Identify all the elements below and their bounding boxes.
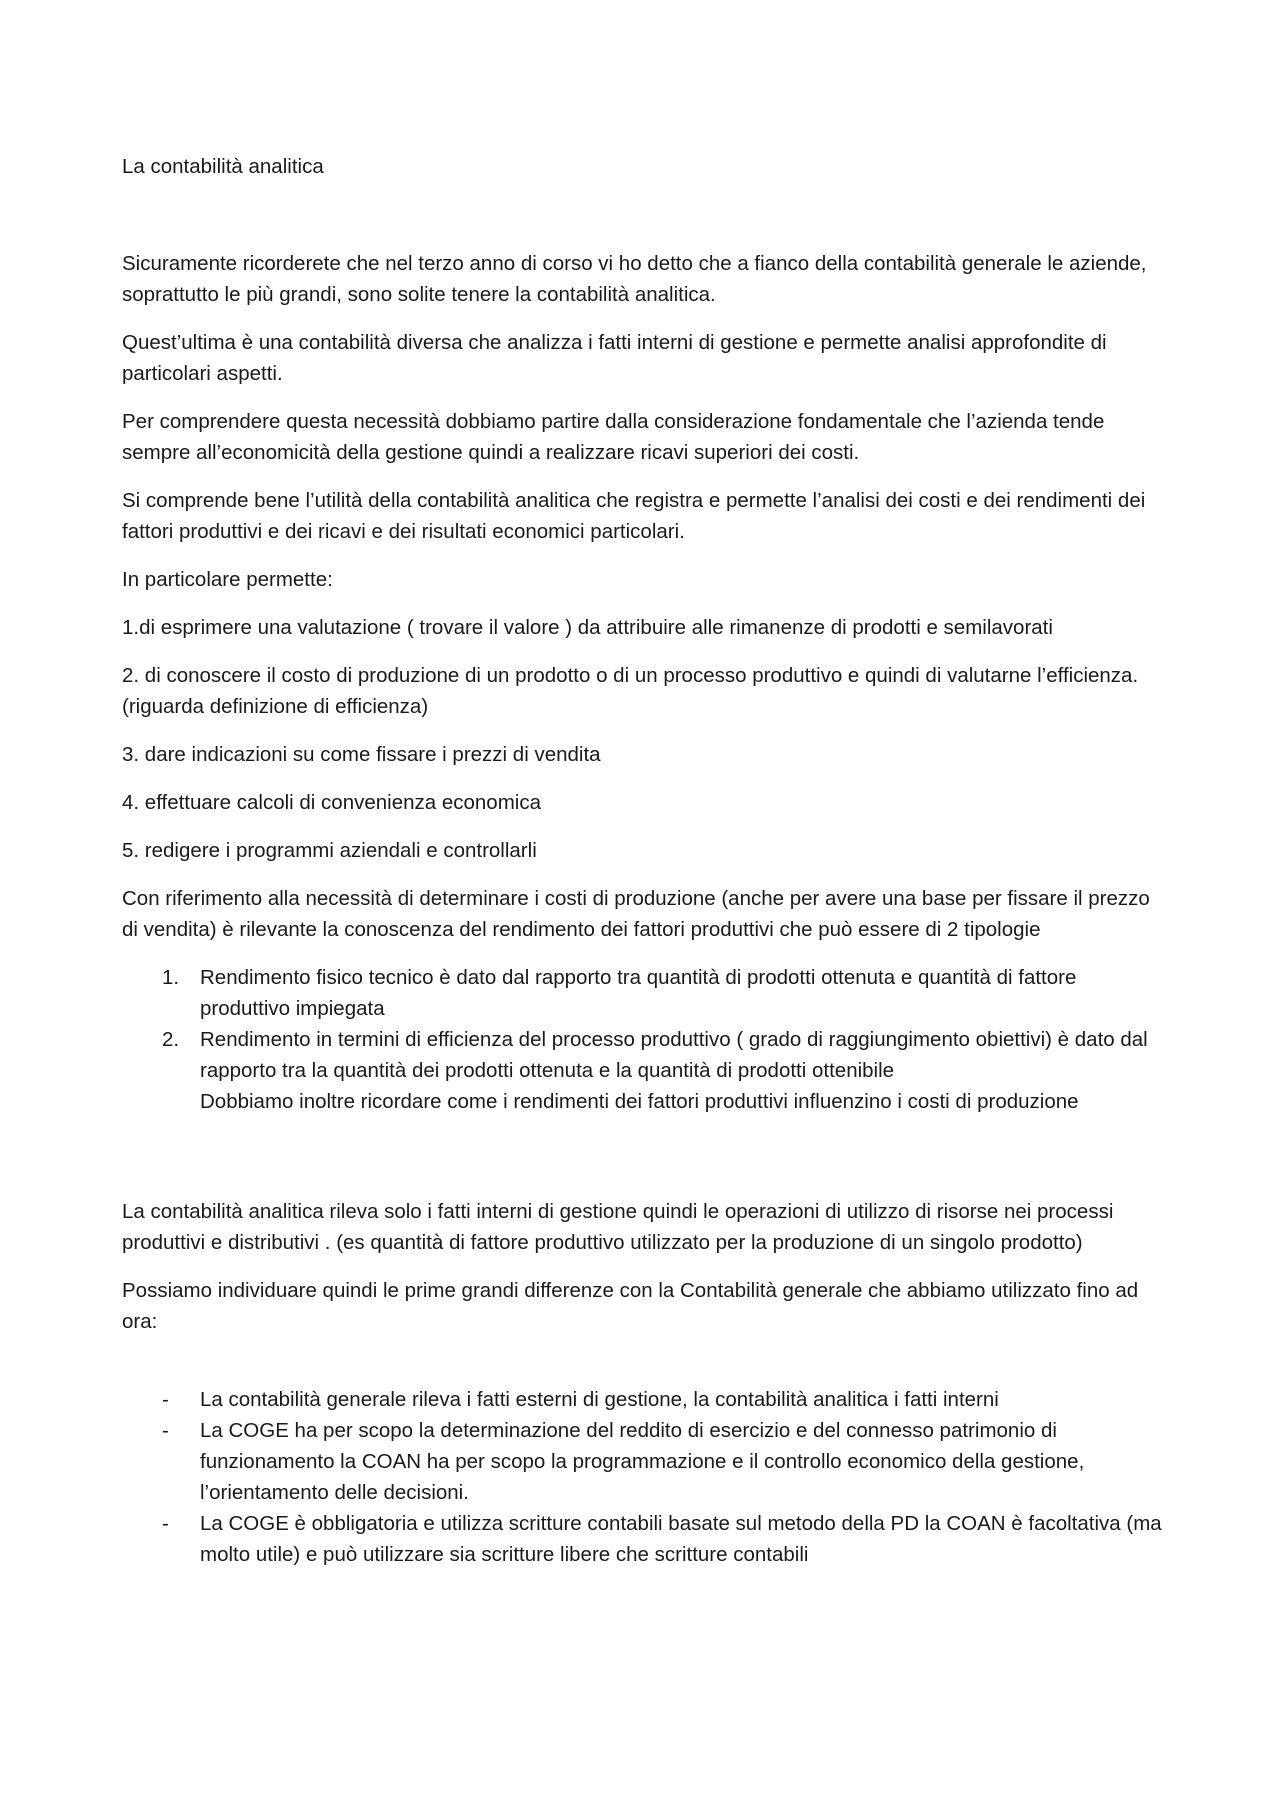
numbered-list bbox=[122, 962, 1167, 1086]
list-marker: 1. bbox=[162, 966, 180, 989]
list-item-text: La contabilità generale rileva i fatti esterni di gestione, la contabilità analitica i fatti interni bbox=[200, 1388, 999, 1411]
list-item-text: Rendimento fisico tecnico è dato dal rapporto tra quantità di prodotti ottenuta e quantità di fattore produttivo impiegata bbox=[200, 966, 1077, 1020]
list-item bbox=[122, 1384, 1167, 1415]
paragraph-point-2: 2. di conoscere il costo di produzione di un prodotto o di un processo produttivo e quindi di valutarne l’efficienza.(riguarda definizione di efficienza) bbox=[122, 664, 1139, 718]
paragraph-intro-3: Per comprendere questa necessità dobbiamo partire dalla considerazione fondamentale che l’azienda tende sempre all’economicità della gestione quindi a realizzare ricavi superiori dei costi. bbox=[122, 410, 1105, 464]
list-marker: 2. bbox=[162, 1028, 180, 1051]
list-item bbox=[122, 1508, 1167, 1570]
paragraph-outro-1: La contabilità analitica rileva solo i fatti interni di gestione quindi le operazioni di utilizzo di risorse nei processi produttivi e distributivi . (es quantità di fattore produttivo utilizzato per la produzione di un singolo prodotto) bbox=[122, 1200, 1114, 1254]
list-item-text: La COGE ha per scopo la determinazione del reddito di esercizio e del connesso patrimonio di funzionamento la COAN ha per scopo la programmazione e il controllo economico della gestione, l’orientamento delle decisioni. bbox=[200, 1419, 1085, 1504]
paragraph-point-3: 3. dare indicazioni su come fissare i prezzi di vendita bbox=[122, 743, 601, 766]
list-item bbox=[122, 1415, 1167, 1508]
dash-list bbox=[122, 1384, 1167, 1570]
list-item bbox=[122, 1024, 1167, 1086]
list-marker: - bbox=[162, 1512, 169, 1535]
list-marker: - bbox=[162, 1419, 169, 1442]
document-body bbox=[122, 151, 1167, 1570]
paragraph-rendimento: Con riferimento alla necessità di determinare i costi di produzione (anche per avere una base per fissare il prezzo di vendita) è rilevante la conoscenza del rendimento dei fattori produttivi che può essere di 2 tipologie bbox=[122, 887, 1150, 941]
paragraph-intro-4: Si comprende bene l’utilità della contabilità analitica che registra e permette l’analisi dei costi e dei rendimenti dei fattori produttivi e dei ricavi e dei risultati economici particolari. bbox=[122, 489, 1146, 543]
paragraph-point-4: 4. effettuare calcoli di convenienza economica bbox=[122, 791, 541, 814]
list-item-text: Rendimento in termini di efficienza del processo produttivo ( grado di raggiungimento obiettivi) è dato dal rapporto tra la quantità dei prodotti ottenuta e la quantità di prodotti ottenibile bbox=[200, 1028, 1148, 1082]
list-continuation: Dobbiamo inoltre ricordare come i rendimenti dei fattori produttivi influenzino i costi di produzione bbox=[200, 1090, 1079, 1113]
paragraph-point-5: 5. redigere i programmi aziendali e controllarli bbox=[122, 839, 537, 862]
paragraph-intro-2: Quest’ultima è una contabilità diversa che analizza i fatti interni di gestione e permette analisi approfondite di particolari aspetti. bbox=[122, 331, 1107, 385]
paragraph-intro-5: In particolare permette: bbox=[122, 568, 333, 591]
paragraph-intro-1: Sicuramente ricorderete che nel terzo anno di corso vi ho detto che a fianco della contabilità generale le aziende, soprattutto le più grandi, sono solite tenere la contabilità analitica. bbox=[122, 252, 1147, 306]
list-marker: - bbox=[162, 1388, 169, 1411]
paragraph-point-1: 1.di esprimere una valutazione ( trovare il valore ) da attribuire alle rimanenze di prodotti e semilavorati bbox=[122, 616, 1053, 639]
list-item-text: La COGE è obbligatoria e utilizza scritture contabili basate sul metodo della PD la COAN è facoltativa (ma molto utile) e può utilizzare sia scritture libere che scritture contabili bbox=[200, 1512, 1162, 1566]
document-title: La contabilità analitica bbox=[122, 155, 324, 178]
list-item bbox=[122, 962, 1167, 1024]
paragraph-outro-2: Possiamo individuare quindi le prime grandi differenze con la Contabilità generale che abbiamo utilizzato fino ad ora: bbox=[122, 1279, 1139, 1333]
